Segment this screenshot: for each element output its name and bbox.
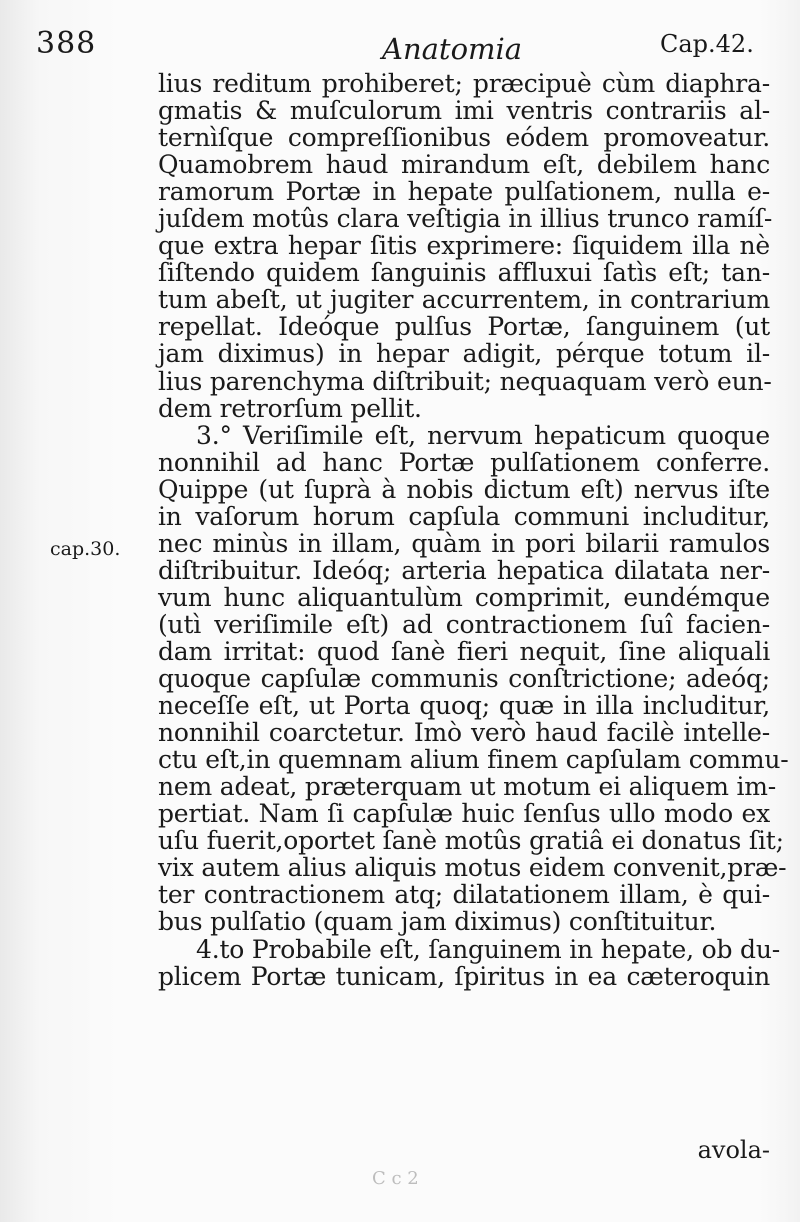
text-line: lius reditum prohiberet; præcipuè cùm diaphra- [158, 69, 770, 98]
text-line: nem adeat, præterquam ut motum ei aliquem im- [158, 772, 776, 802]
text-line: ter contractionem atq; dilatationem illam, è qui- [158, 880, 770, 910]
text-line: lius parenchyma diſtribuit; nequaquam verò eun- [158, 366, 772, 396]
text-line: vum hunc aliquantulùm comprimit, eundémque [158, 582, 770, 612]
signature-mark: C c 2 [372, 1168, 419, 1189]
text-line: uſu fuerit,oportet ſanè motûs gratiâ ei donatus ſit; [158, 826, 784, 856]
text-line: ſiſtendo quidem ſanguinis affluxui ſatìs eſt; tan- [158, 258, 770, 288]
text-line: juſdem motûs clara veſtigia in illius trunco ramíſ- [158, 204, 773, 234]
text-line: ramorum Portæ in hepate pulſationem, nulla e- [158, 177, 770, 207]
text-line: (utì veriſimile eſt) ad contractionem ſuî facien- [158, 609, 770, 639]
text-line: pertiat. Nam ſi capſulæ huic ſenſus ullo modo ex [158, 799, 770, 829]
text-line: Quamobrem haud mirandum eſt, debilem hanc [158, 150, 770, 180]
page-number: 388 [36, 26, 97, 61]
text-line: in vaſorum horum capſula communi includitur, [158, 501, 770, 531]
text-line: gmatis & muſculorum imi ventris contrariis al- [158, 96, 770, 126]
text-line: nec minùs in illam, quàm in pori bilarii ramulos [158, 528, 770, 558]
text-line: jam diximus) in hepar adigit, pérque totum il- [158, 339, 770, 369]
text-line: que extra hepar ſitis exprimere: ſiquidem illa nè [158, 231, 770, 261]
chapter-label: Cap.42. [660, 30, 754, 58]
text-line: Quippe (ut ſuprà à nobis dictum eſt) nervus iſte [158, 474, 770, 504]
text-line: ctu eſt,in quemnam alium finem capſulam commu- [158, 745, 789, 775]
text-line: neceſſe eſt, ut Porta quoq; quæ in illa includitur, [158, 691, 770, 721]
text-line: ternìſque compreſſionibus eódem promoveatur. [158, 123, 770, 153]
text-line: dam irritat: quod ſanè fieri nequit, ſine aliquali [158, 636, 770, 666]
text-line: nonnihil coarctetur. Imò verò haud facilè intelle- [158, 718, 770, 748]
text-line: bus pulſatio (quam jam diximus) conſtituitur. [158, 907, 717, 937]
text-line: repellat. Ideóque pulſus Portæ, ſanguinem (ut [158, 312, 770, 342]
body-text [158, 69, 789, 991]
text-line: tum abeſt, ut jugiter accurrentem, in contrarium [158, 285, 770, 315]
text-line: vix autem alius aliquis motus eidem convenit,præ- [158, 853, 787, 883]
text-line: plicem Portæ tunicam, ſpiritus in ea cæteroquin [158, 961, 770, 991]
text-line: nonnihil ad hanc Portæ pulſationem conferre. [158, 447, 770, 477]
page-header [0, 18, 800, 68]
running-title: Anatomia [382, 32, 523, 66]
text-line: dem retrorſum pellit. [158, 393, 422, 423]
text-line: 3.° Veriſimile eſt, nervum hepaticum quoque [196, 420, 770, 450]
text-line: 4.to Probabile eſt, ſanguinem in hepate, ob du- [196, 934, 780, 964]
margin-note: cap.30. [50, 538, 121, 560]
catchword: avola- [697, 1136, 770, 1164]
text-line: quoque capſulæ communis conſtrictione; adeóq; [158, 664, 770, 694]
text-line: diſtribuitur. Ideóq; arteria hepatica dilatata ner- [158, 555, 770, 585]
